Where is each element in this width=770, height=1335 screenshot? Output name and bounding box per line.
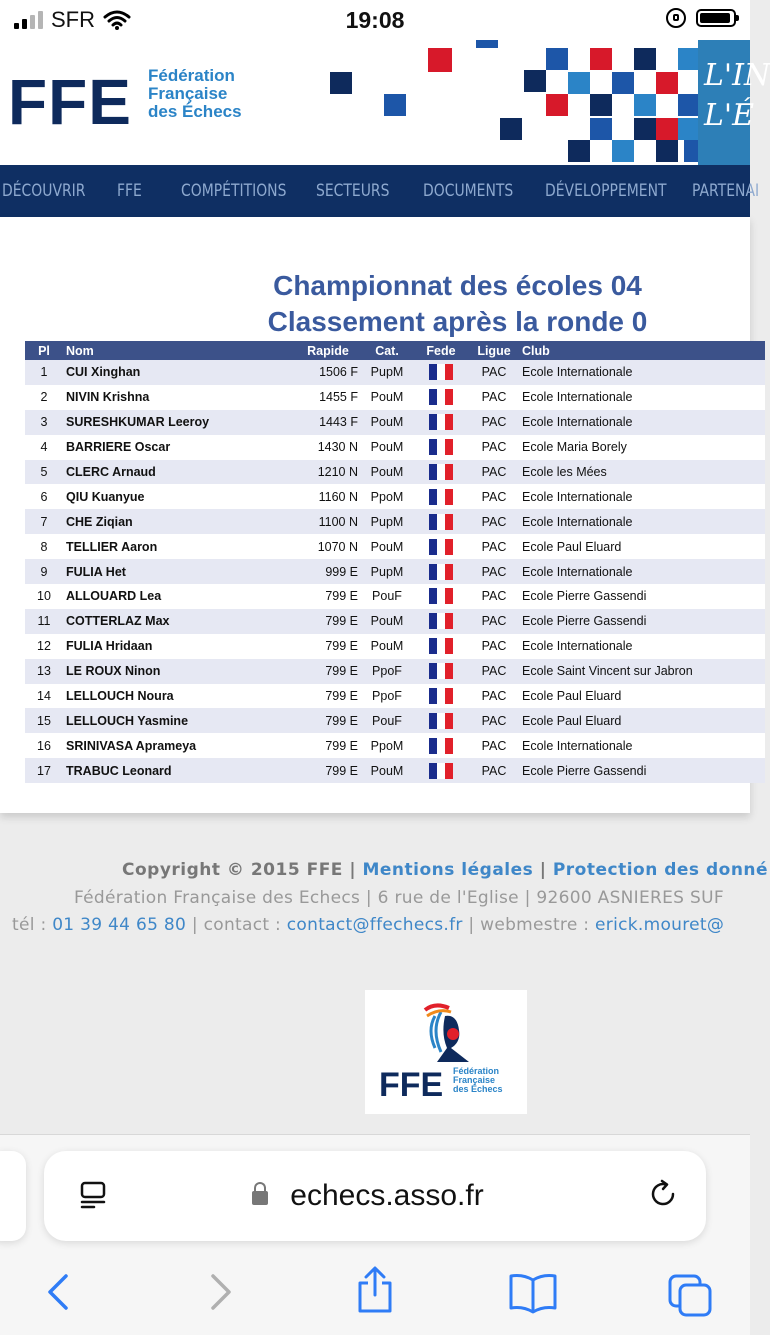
- cell-fede: [413, 584, 469, 609]
- badge-sub-line: Fédération: [453, 1066, 500, 1076]
- cell-rapide: 1430 N: [295, 435, 361, 460]
- cell-nom: LELLOUCH Yasmine: [63, 708, 295, 733]
- cell-rapide: 999 E: [295, 559, 361, 584]
- table-row: [25, 509, 765, 534]
- cell-nom: NIVIN Krishna: [63, 385, 295, 410]
- cell-club: Ecole Internationale: [519, 733, 765, 758]
- table-row: [25, 684, 765, 709]
- separator: |: [342, 860, 363, 880]
- cell-pl: 15: [25, 708, 63, 733]
- forward-icon[interactable]: [205, 1272, 235, 1312]
- cell-ligue: PAC: [469, 385, 519, 410]
- france-flag-icon: [429, 738, 453, 754]
- footer-line-3: [12, 915, 724, 935]
- header-nom: Nom: [63, 341, 295, 360]
- cell-rapide: 1443 F: [295, 410, 361, 435]
- page-title: Championnat des écoles 04: [273, 270, 642, 301]
- cell-nom: LE ROUX Ninon: [63, 659, 295, 684]
- slogan-line: L'IN: [704, 58, 770, 93]
- cell-pl: 14: [25, 684, 63, 709]
- nav-item-documents[interactable]: DOCUMENTS: [423, 181, 514, 201]
- status-bar: [0, 0, 750, 40]
- france-flag-icon: [429, 464, 453, 480]
- header-slogan: [698, 40, 770, 165]
- nav-item-ffe[interactable]: FFE: [117, 181, 142, 201]
- table-row: [25, 410, 765, 435]
- table-row: [25, 733, 765, 758]
- cell-ligue: PAC: [469, 534, 519, 559]
- cell-rapide: 1210 N: [295, 460, 361, 485]
- header-fede: Fede: [413, 341, 469, 360]
- cell-club: Ecole Internationale: [519, 360, 765, 385]
- cell-nom: ALLOUARD Lea: [63, 584, 295, 609]
- cell-rapide: 1506 F: [295, 360, 361, 385]
- cell-club: Ecole Paul Eluard: [519, 534, 765, 559]
- table-row: [25, 708, 765, 733]
- cell-pl: 4: [25, 435, 63, 460]
- cell-cat: PouM: [361, 634, 413, 659]
- separator: |: [533, 860, 553, 880]
- cell-pl: 16: [25, 733, 63, 758]
- reload-icon[interactable]: [648, 1179, 678, 1209]
- cell-pl: 6: [25, 484, 63, 509]
- cell-cat: PouM: [361, 410, 413, 435]
- contact-email-link[interactable]: contact@ffechecs.fr: [286, 915, 463, 935]
- badge-logo-text: FFE: [379, 1066, 444, 1104]
- bookmarks-icon[interactable]: [507, 1272, 559, 1314]
- cell-fede: [413, 509, 469, 534]
- cell-fede: [413, 634, 469, 659]
- cell-fede: [413, 733, 469, 758]
- url-text[interactable]: echecs.asso.fr: [290, 1179, 484, 1212]
- cell-pl: 1: [25, 360, 63, 385]
- table-row: [25, 534, 765, 559]
- cell-cat: PupM: [361, 559, 413, 584]
- status-time: 19:08: [345, 7, 405, 33]
- france-flag-icon: [429, 638, 453, 654]
- cell-pl: 10: [25, 584, 63, 609]
- france-flag-icon: [429, 389, 453, 405]
- cell-ligue: PAC: [469, 708, 519, 733]
- main-nav: [0, 165, 760, 217]
- cell-club: Ecole Pierre Gassendi: [519, 584, 765, 609]
- cell-fede: [413, 708, 469, 733]
- cell-rapide: 799 E: [295, 609, 361, 634]
- header-rapide: Rapide: [295, 341, 361, 360]
- france-flag-icon: [429, 564, 453, 580]
- cell-nom: FULIA Hridaan: [63, 634, 295, 659]
- cell-cat: PupM: [361, 509, 413, 534]
- table-row: [25, 758, 765, 783]
- cell-rapide: 799 E: [295, 659, 361, 684]
- header-club: Club: [519, 341, 765, 360]
- table-header-row: [25, 341, 765, 360]
- france-flag-icon: [429, 414, 453, 430]
- cell-nom: FULIA Het: [63, 559, 295, 584]
- tel-label: tél :: [12, 915, 53, 935]
- table-row: [25, 634, 765, 659]
- cell-pl: 17: [25, 758, 63, 783]
- header-ligue: Ligue: [469, 341, 519, 360]
- mentions-legales-link[interactable]: Mentions légales: [362, 860, 534, 880]
- cell-ligue: PAC: [469, 435, 519, 460]
- cell-club: Ecole Internationale: [519, 559, 765, 584]
- header-cat: Cat.: [361, 341, 413, 360]
- header-pl: Pl: [25, 341, 63, 360]
- france-flag-icon: [429, 688, 453, 704]
- cell-cat: PouM: [361, 609, 413, 634]
- table-row: [25, 484, 765, 509]
- cell-club: Ecole Internationale: [519, 385, 765, 410]
- cell-rapide: 799 E: [295, 684, 361, 709]
- cell-fede: [413, 659, 469, 684]
- logo-sub-line: Fédération: [148, 66, 235, 85]
- cell-fede: [413, 385, 469, 410]
- cell-cat: PpoM: [361, 484, 413, 509]
- cell-ligue: PAC: [469, 509, 519, 534]
- table-row: [25, 559, 765, 584]
- cell-ligue: PAC: [469, 460, 519, 485]
- cell-fede: [413, 684, 469, 709]
- copyright-text: Copyright © 2015 FFE: [122, 860, 343, 880]
- logo-sub-line: Française: [148, 84, 228, 103]
- cell-club: Ecole Paul Eluard: [519, 684, 765, 709]
- cell-cat: PpoF: [361, 684, 413, 709]
- cell-fede: [413, 758, 469, 783]
- back-icon[interactable]: [44, 1272, 74, 1312]
- cell-cat: PouF: [361, 708, 413, 733]
- logo-subtitle: [148, 67, 242, 121]
- cell-cat: PouM: [361, 534, 413, 559]
- france-flag-icon: [429, 514, 453, 530]
- table-row: [25, 609, 765, 634]
- france-flag-icon: [429, 663, 453, 679]
- cell-pl: 5: [25, 460, 63, 485]
- nav-item-competitions[interactable]: COMPÉTITIONS: [181, 181, 287, 201]
- cell-nom: CHE Ziqian: [63, 509, 295, 534]
- nav-item-secteurs[interactable]: SECTEURS: [316, 181, 390, 201]
- cell-fede: [413, 410, 469, 435]
- cell-ligue: PAC: [469, 410, 519, 435]
- cell-fede: [413, 460, 469, 485]
- logo-sub-line: des Échecs: [148, 102, 242, 121]
- table-row: [25, 435, 765, 460]
- tel-link[interactable]: 01 39 44 65 80: [52, 915, 187, 935]
- cell-cat: PpoF: [361, 659, 413, 684]
- cell-cat: PouM: [361, 460, 413, 485]
- cell-club: Ecole Internationale: [519, 410, 765, 435]
- content-card: [0, 217, 750, 813]
- badge-subtitle: [453, 1067, 503, 1094]
- cell-club: Ecole les Mées: [519, 460, 765, 485]
- cell-nom: LELLOUCH Noura: [63, 684, 295, 709]
- page-subtitle: Classement après la ronde 0: [267, 306, 648, 337]
- cell-rapide: 1070 N: [295, 534, 361, 559]
- rotation-lock-icon: [666, 8, 686, 28]
- browser-toolbar: [0, 1134, 750, 1335]
- address-bar[interactable]: [44, 1151, 706, 1241]
- cell-nom: SRINIVASA Aprameya: [63, 733, 295, 758]
- cell-club: Ecole Pierre Gassendi: [519, 758, 765, 783]
- carrier-name: SFR: [51, 7, 95, 32]
- cell-club: Ecole Internationale: [519, 509, 765, 534]
- cell-club: Ecole Saint Vincent sur Jabron: [519, 659, 765, 684]
- nav-item-decouvrir[interactable]: DÉCOUVRIR: [2, 181, 86, 201]
- cell-rapide: 799 E: [295, 733, 361, 758]
- cell-rapide: 799 E: [295, 708, 361, 733]
- contact-label: | contact :: [186, 915, 287, 935]
- cell-nom: CLERC Arnaud: [63, 460, 295, 485]
- footer-address: Fédération Française des Echecs | 6 rue de l'Eglise | 92600 ASNIERES SUF: [74, 888, 724, 908]
- cell-ligue: PAC: [469, 609, 519, 634]
- badge-sub-line: des Échecs: [453, 1084, 503, 1094]
- cell-pl: 12: [25, 634, 63, 659]
- france-flag-icon: [429, 763, 453, 779]
- cell-ligue: PAC: [469, 484, 519, 509]
- tabs-icon[interactable]: [666, 1272, 716, 1318]
- cell-nom: CUI Xinghan: [63, 360, 295, 385]
- cell-nom: COTTERLAZ Max: [63, 609, 295, 634]
- cell-pl: 13: [25, 659, 63, 684]
- cell-cat: PupM: [361, 360, 413, 385]
- cell-club: Ecole Internationale: [519, 634, 765, 659]
- cell-club: Ecole Maria Borely: [519, 435, 765, 460]
- cell-rapide: 1455 F: [295, 385, 361, 410]
- cell-pl: 2: [25, 385, 63, 410]
- cell-fede: [413, 484, 469, 509]
- cell-pl: 3: [25, 410, 63, 435]
- cell-rapide: 799 E: [295, 758, 361, 783]
- cell-ligue: PAC: [469, 758, 519, 783]
- webmaster-label: | webmestre :: [462, 915, 596, 935]
- slogan-line: L'É: [704, 98, 755, 133]
- share-icon[interactable]: [354, 1265, 396, 1315]
- table-row: [25, 460, 765, 485]
- ranking-table: [25, 341, 765, 783]
- cell-cat: PouM: [361, 758, 413, 783]
- table-row: [25, 584, 765, 609]
- logo-text: FFE: [8, 66, 132, 138]
- cell-pl: 11: [25, 609, 63, 634]
- cell-pl: 9: [25, 559, 63, 584]
- webmaster-email-link[interactable]: erick.mouret@: [595, 915, 725, 935]
- previous-tab-preview[interactable]: [0, 1151, 26, 1241]
- cell-pl: 8: [25, 534, 63, 559]
- cell-cat: PouM: [361, 435, 413, 460]
- cell-ligue: PAC: [469, 659, 519, 684]
- france-flag-icon: [429, 364, 453, 380]
- cell-nom: QIU Kuanyue: [63, 484, 295, 509]
- cell-cat: PouM: [361, 385, 413, 410]
- cell-ligue: PAC: [469, 559, 519, 584]
- france-flag-icon: [429, 539, 453, 555]
- cell-fede: [413, 360, 469, 385]
- cell-rapide: 799 E: [295, 634, 361, 659]
- cell-ligue: PAC: [469, 733, 519, 758]
- france-flag-icon: [429, 613, 453, 629]
- cell-rapide: 1160 N: [295, 484, 361, 509]
- france-flag-icon: [429, 489, 453, 505]
- cell-pl: 7: [25, 509, 63, 534]
- table-row: [25, 385, 765, 410]
- cell-fede: [413, 609, 469, 634]
- cell-rapide: 799 E: [295, 584, 361, 609]
- cell-nom: TELLIER Aaron: [63, 534, 295, 559]
- cell-fede: [413, 559, 469, 584]
- cell-fede: [413, 534, 469, 559]
- cell-fede: [413, 435, 469, 460]
- cell-cat: PouF: [361, 584, 413, 609]
- cell-rapide: 1100 N: [295, 509, 361, 534]
- france-flag-icon: [429, 713, 453, 729]
- france-flag-icon: [429, 439, 453, 455]
- table-row: [25, 360, 765, 385]
- cell-nom: BARRIERE Oscar: [63, 435, 295, 460]
- site-header: [0, 40, 770, 165]
- cell-ligue: PAC: [469, 360, 519, 385]
- cell-ligue: PAC: [469, 684, 519, 709]
- cell-club: Ecole Pierre Gassendi: [519, 609, 765, 634]
- footer-line-1: [122, 860, 768, 880]
- badge-sub-line: Française: [453, 1075, 496, 1085]
- france-flag-icon: [429, 588, 453, 604]
- battery-icon: [696, 9, 736, 27]
- table-row: [25, 659, 765, 684]
- cell-club: Ecole Internationale: [519, 484, 765, 509]
- cell-cat: PpoM: [361, 733, 413, 758]
- nav-item-developpement[interactable]: DÉVELOPPEMENT: [545, 181, 667, 201]
- cell-nom: TRABUC Leonard: [63, 758, 295, 783]
- cell-ligue: PAC: [469, 634, 519, 659]
- cell-club: Ecole Paul Eluard: [519, 708, 765, 733]
- footer-ffe-badge: [365, 990, 527, 1114]
- cell-nom: SURESHKUMAR Leeroy: [63, 410, 295, 435]
- cell-ligue: PAC: [469, 584, 519, 609]
- nav-item-partenaires[interactable]: PARTENAI: [692, 181, 760, 201]
- protection-donnees-link[interactable]: Protection des donné: [552, 860, 769, 880]
